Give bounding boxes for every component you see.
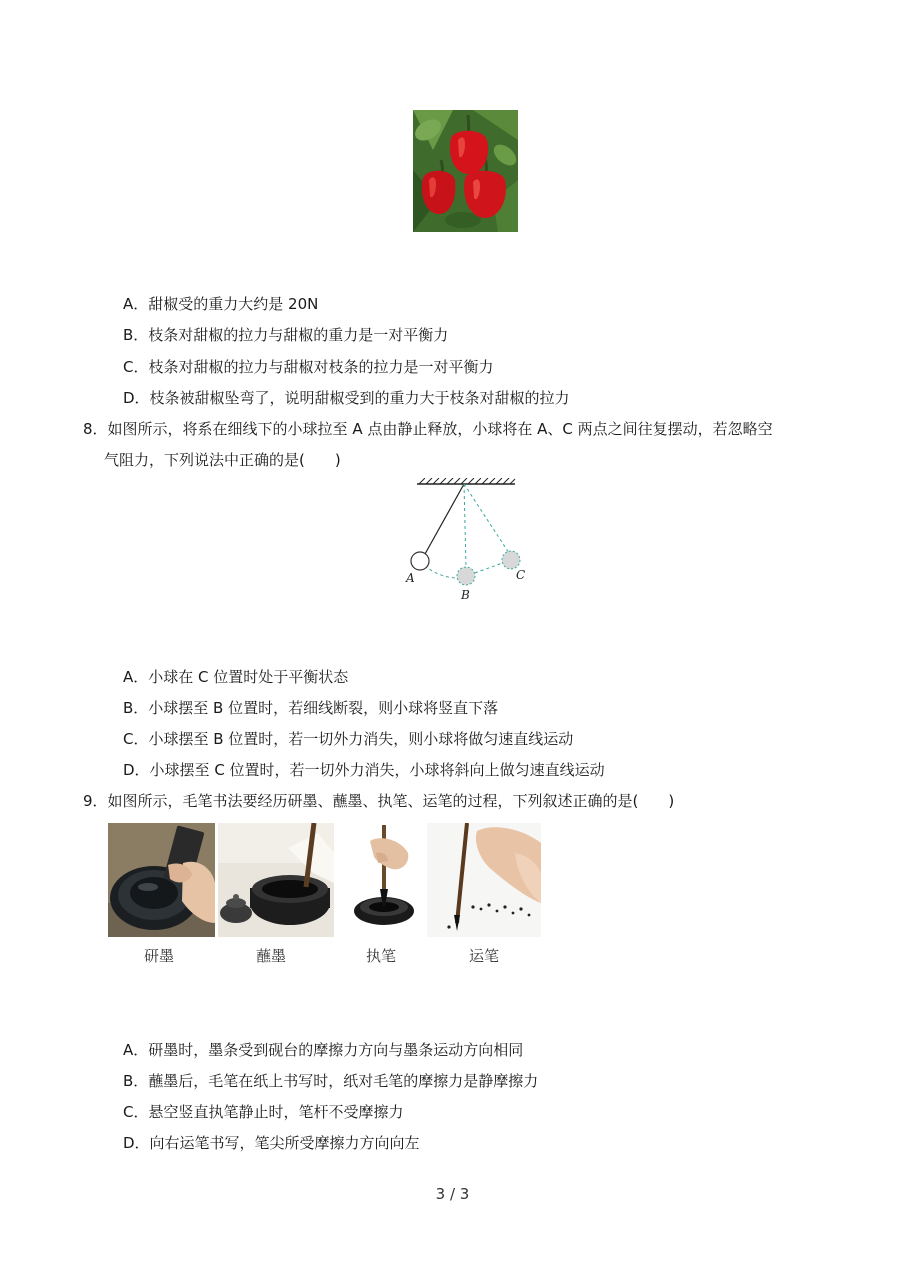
q8-option-d: D．小球摆至 C 位置时，若一切外力消失，小球将斜向上做匀速直线运动 <box>123 761 605 779</box>
q9-option-c: C．悬空竖直执笔静止时，笔杆不受摩擦力 <box>123 1103 404 1121</box>
string-at-c <box>464 484 509 553</box>
q8-option-a: A．小球在 C 位置时处于平衡状态 <box>123 668 349 686</box>
label-b: B <box>461 588 470 602</box>
label-c: C <box>516 568 525 582</box>
label-a: A <box>406 571 415 585</box>
caption-moving-brush: 运笔 <box>469 947 500 965</box>
grinding-ink-photo <box>108 823 215 937</box>
q9-option-d: D．向右运笔书写，笔尖所受摩擦力方向向左 <box>123 1134 420 1152</box>
q9-option-a: A．研墨时，墨条受到砚台的摩擦力方向与墨条运动方向相同 <box>123 1041 524 1059</box>
ball-c <box>502 551 520 569</box>
q7-option-c: C．枝条对甜椒的拉力与甜椒对枝条的拉力是一对平衡力 <box>123 358 494 376</box>
ball-a <box>411 552 429 570</box>
q9-option-b: B．蘸墨后，毛笔在纸上书写时，纸对毛笔的摩擦力是静摩擦力 <box>123 1072 539 1090</box>
pendulum-diagram <box>395 478 525 604</box>
ceiling-hatching <box>419 478 515 484</box>
q8-stem-continued: 气阻力，下列说法中正确的是( ) <box>104 451 341 469</box>
moving-brush-photo <box>427 823 541 937</box>
q8-stem: 8．如图所示，将系在细线下的小球拉至 A 点由静止释放，小球将在 A、C 两点之间往复摆动，若忽略空 <box>83 420 773 438</box>
q8-option-c: C．小球摆至 B 位置时，若一切外力消失，则小球将做匀速直线运动 <box>123 730 574 748</box>
dipping-ink-photo <box>218 823 334 937</box>
string-at-b <box>464 484 466 567</box>
q7-option-b: B．枝条对甜椒的拉力与甜椒的重力是一对平衡力 <box>123 326 449 344</box>
q7-option-d: D．枝条被甜椒坠弯了，说明甜椒受到的重力大于枝条对甜椒的拉力 <box>123 389 570 407</box>
pepper-photo <box>413 110 518 232</box>
q7-option-a: A．甜椒受的重力大约是 20N <box>123 295 319 313</box>
ball-b <box>457 567 475 585</box>
q8-option-b: B．小球摆至 B 位置时，若细线断裂，则小球将竖直下落 <box>123 699 499 717</box>
string-at-a <box>425 484 464 554</box>
caption-grinding-ink: 研墨 <box>144 947 175 965</box>
page-number: 3 / 3 <box>435 1185 470 1203</box>
caption-dipping-ink: 蘸墨 <box>256 947 287 965</box>
holding-brush-photo <box>348 823 418 937</box>
caption-holding-brush: 执笔 <box>366 947 397 965</box>
q9-stem: 9．如图所示，毛笔书法要经历研墨、蘸墨、执笔、运笔的过程，下列叙述正确的是( ) <box>83 792 675 810</box>
